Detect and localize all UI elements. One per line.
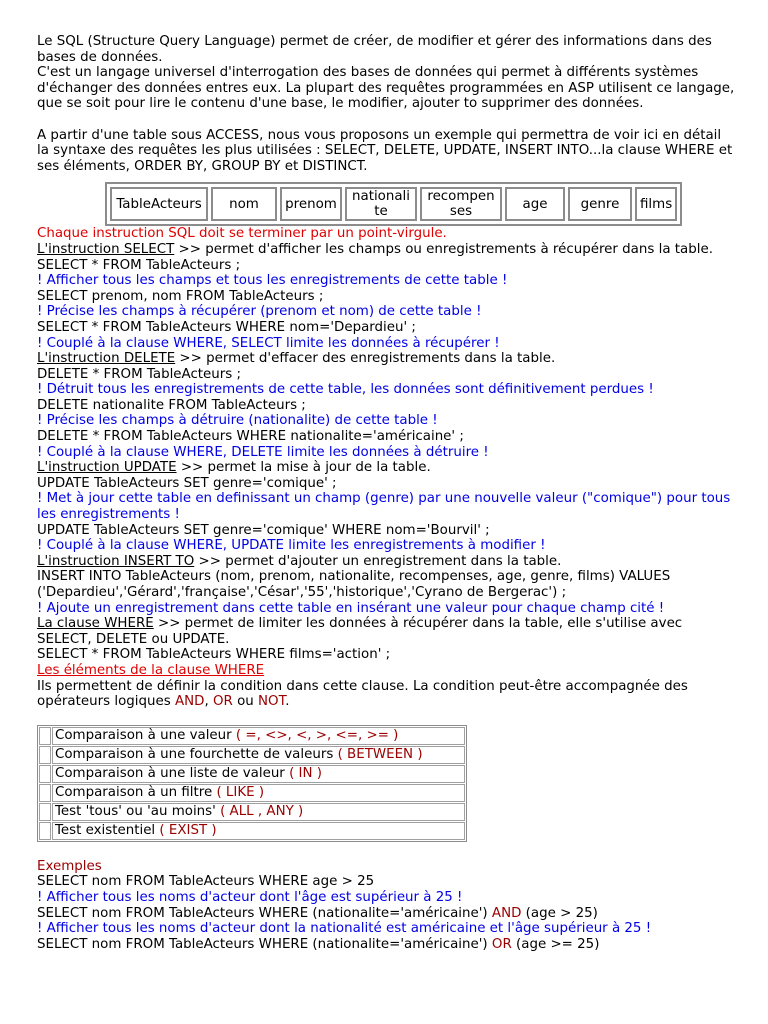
sql-query: SELECT * FROM TableActeurs ;: [37, 257, 241, 273]
row-marker: [39, 822, 51, 840]
query-part: (age > 25): [521, 905, 598, 921]
spacer: [37, 842, 737, 859]
elements-heading: Les éléments de la clause WHERE: [37, 662, 265, 678]
sql-query: SELECT nom FROM TableActeurs WHERE age > 25: [37, 874, 375, 890]
delete-heading: L'instruction DELETE: [37, 351, 176, 367]
operator-label: Comparaison à un filtre: [55, 784, 217, 800]
operator-label: Comparaison à une valeur: [55, 727, 236, 743]
operator-and: AND: [491, 905, 522, 921]
query-part: SELECT nom FROM TableActeurs WHERE (nationalite='américaine'): [37, 905, 492, 921]
examples-heading: Exemples: [37, 858, 102, 874]
separator: ,: [204, 694, 213, 710]
row-marker: [39, 784, 51, 802]
operator-symbols: ( LIKE ): [216, 784, 265, 800]
sql-comment: ! Détruit tous les enregistrements de cette table, les données sont définitivement perdues !: [37, 382, 654, 398]
insert-description: >> permet d'ajouter un enregistrement dans la table.: [194, 553, 562, 569]
select-description: >> permet d'afficher les champs ou enregistrements à récupérer dans la table.: [174, 241, 713, 257]
operator-cell: [52, 784, 465, 802]
elements-description: [37, 679, 737, 710]
field-cell: nom: [211, 187, 277, 221]
fields-row: [110, 187, 677, 221]
insert-heading: L'instruction INSERT TO: [37, 553, 195, 569]
spacer: [37, 710, 737, 716]
select-section: [37, 242, 737, 258]
table-row: [39, 822, 465, 840]
sql-query: DELETE nationalite FROM TableActeurs ;: [37, 397, 306, 413]
separator: .: [285, 694, 290, 710]
rule-text: Chaque instruction SQL doit se terminer par un point-virgule.: [37, 226, 447, 242]
field-cell: nationalite: [345, 187, 417, 221]
operator-symbols: ( IN ): [289, 765, 322, 781]
sql-query: SELECT * FROM TableActeurs WHERE nom='Depardieu' ;: [37, 319, 416, 335]
sql-comment: ! Précise les champs à détruire (nationalite) de cette table !: [37, 413, 438, 429]
where-heading: La clause WHERE: [37, 616, 154, 632]
query-part: (age >= 25): [511, 936, 600, 952]
query-part: SELECT nom FROM TableActeurs WHERE (nationalite='américaine'): [37, 936, 492, 952]
sql-comment: ! Ajoute un enregistrement dans cette table en insérant une valeur pour chaque champ cité !: [37, 600, 665, 616]
sql-query: INSERT INTO TableActeurs (nom, prenom, nationalite, recompenses, age, genre, films) VALUES ('Depardieu','Gérard','française','César','55','historique','Cyrano de Bergerac') ;: [37, 569, 671, 600]
operator-or: OR: [212, 694, 233, 710]
sql-comment: ! Couplé à la clause WHERE, DELETE limite les données à détruire !: [37, 444, 489, 460]
operator-symbols: ( EXIST ): [159, 822, 217, 838]
sql-comment: ! Afficher tous les champs et tous les enregistrements de cette table !: [37, 273, 508, 289]
sql-query: DELETE * FROM TableActeurs ;: [37, 366, 242, 382]
sql-comment: ! Couplé à la clause WHERE, UPDATE limite les enregistrements à modifier !: [37, 538, 546, 554]
separator: ou: [232, 694, 259, 710]
delete-section: [37, 351, 737, 367]
sql-query: UPDATE TableActeurs SET genre='comique' ;: [37, 475, 337, 491]
row-marker: [39, 746, 51, 764]
field-cell: TableActeurs: [110, 187, 208, 221]
sql-query: SELECT prenom, nom FROM TableActeurs ;: [37, 288, 324, 304]
operator-cell: [52, 746, 465, 764]
operator-label: Test existentiel: [55, 822, 160, 838]
delete-description: >> permet d'effacer des enregistrements dans la table.: [175, 351, 556, 367]
operator-cell: [52, 765, 465, 783]
where-section: [37, 616, 737, 647]
update-section: [37, 460, 737, 476]
intro-paragraph-2: C'est un langage universel d'interrogation des bases de données qui permet à différents systèmes d'échanger des données entres eux. La plupart des requêtes programmées en ASP utilisent ce langage, que se soit pour lire le contenu d'une base, le modifier, ajouter to supprimer des données.: [37, 65, 735, 112]
operator-symbols: ( ALL , ANY ): [220, 803, 304, 819]
sql-comment: ! Afficher tous les noms d'acteur dont la nationalité est américaine et l'âge supérieur à 25 !: [37, 921, 652, 937]
field-cell: prenom: [280, 187, 342, 221]
operator-cell: [52, 822, 465, 840]
operators-table: [37, 725, 467, 842]
table-row: [39, 727, 465, 745]
operator-label: Test 'tous' ou 'au moins': [55, 803, 221, 819]
operator-and: AND: [174, 694, 205, 710]
sql-comment: ! Met à jour cette table en definissant un champ (genre) par une nouvelle valeur ("comique") pour tous les enregistrements !: [37, 491, 731, 523]
operator-symbols: ( BETWEEN ): [337, 746, 423, 762]
field-cell: genre: [568, 187, 632, 221]
table-row: [39, 765, 465, 783]
operator-label: Comparaison à une liste de valeur: [55, 765, 290, 781]
row-marker: [39, 803, 51, 821]
document-page: [37, 34, 737, 952]
sql-comment: ! Couplé à la clause WHERE, SELECT limite les données à récupérer !: [37, 335, 500, 351]
table-row: [39, 784, 465, 802]
fields-table: [105, 182, 682, 226]
operator-cell: [52, 803, 465, 821]
intro-paragraph-1: Le SQL (Structure Query Language) permet de créer, de modifier et gérer des informations dans des bases de données.: [37, 34, 712, 65]
sql-query: [37, 906, 737, 922]
row-marker: [39, 727, 51, 745]
where-description: >> permet de limiter les données à récupérer dans la table, elle s'utilise avec SELECT, DELETE ou UPDATE.: [37, 616, 683, 647]
table-row: [39, 803, 465, 821]
select-heading: L'instruction SELECT: [37, 241, 175, 257]
spacer: [37, 112, 737, 128]
elements-text: Ils permettent de définir la condition dans cette clause. La condition peut-être accompagnée des opérateurs logiques: [37, 678, 688, 710]
sql-comment: ! Afficher tous les noms d'acteur dont l'âge est supérieur à 25 !: [37, 889, 463, 905]
intro-paragraph-3: A partir d'une table sous ACCESS, nous vous proposons un exemple qui permettra de voir ici en détail la syntaxe des requêtes les plus utilisées : SELECT, DELETE, UPDATE, INSERT INTO...la clause WHERE et ses éléments, ORDER BY, GROUP BY et DISTINCT.: [37, 127, 733, 174]
row-marker: [39, 765, 51, 783]
update-description: >> permet la mise à jour de la table.: [176, 460, 431, 476]
insert-section: [37, 554, 737, 570]
operator-or: OR: [491, 936, 512, 952]
sql-query: UPDATE TableActeurs SET genre='comique' WHERE nom='Bourvil' ;: [37, 522, 490, 538]
field-cell: films: [635, 187, 677, 221]
operator-not: NOT: [258, 694, 286, 710]
field-cell: recompenses: [420, 187, 502, 221]
sql-comment: ! Précise les champs à récupérer (prenom et nom) de cette table !: [37, 304, 482, 320]
sql-query: [37, 937, 737, 953]
operator-cell: [52, 727, 465, 745]
sql-query: DELETE * FROM TableActeurs WHERE nationalite='américaine' ;: [37, 429, 464, 445]
update-heading: L'instruction UPDATE: [37, 460, 177, 476]
table-row: [39, 746, 465, 764]
operator-symbols: ( =, <>, <, >, <=, >= ): [235, 727, 399, 743]
sql-query: SELECT * FROM TableActeurs WHERE films='action' ;: [37, 647, 391, 663]
operator-label: Comparaison à une fourchette de valeurs: [55, 746, 338, 762]
field-cell: age: [505, 187, 565, 221]
